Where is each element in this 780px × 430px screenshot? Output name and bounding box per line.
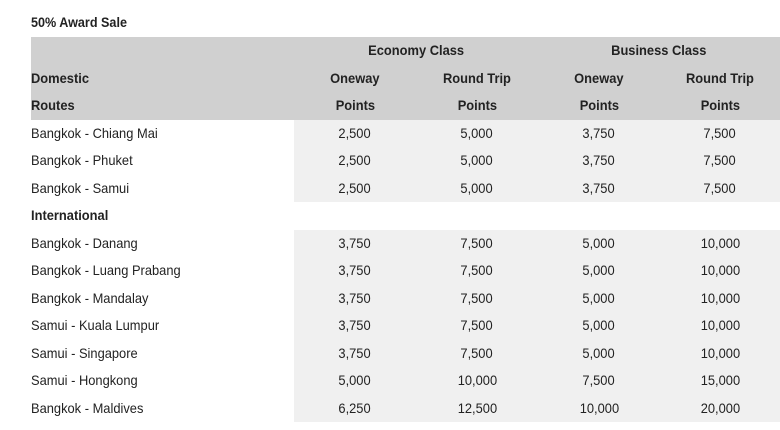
bus-round-cell: 10,000 (660, 285, 780, 313)
table-row (31, 257, 780, 285)
page-title: 50% Award Sale (31, 14, 127, 30)
empty-cell (416, 202, 538, 230)
header-domestic: Domestic (31, 65, 294, 93)
bus-oneway-cell: 5,000 (538, 340, 660, 368)
award-table (31, 37, 780, 422)
bus-round-cell: 10,000 (660, 340, 780, 368)
bus-round-cell: 10,000 (660, 312, 780, 340)
eco-oneway-cell: 5,000 (294, 367, 416, 395)
route-cell: Bangkok - Maldives (31, 395, 294, 423)
header-bus-round-trip: Round Trip (660, 65, 780, 93)
header-row-type (31, 65, 780, 93)
route-cell: Bangkok - Chiang Mai (31, 120, 294, 148)
eco-oneway-cell: 3,750 (294, 312, 416, 340)
route-cell: Samui - Kuala Lumpur (31, 312, 294, 340)
bus-round-cell: 7,500 (660, 147, 780, 175)
bus-oneway-cell: 5,000 (538, 230, 660, 258)
eco-round-cell: 10,000 (416, 367, 538, 395)
eco-oneway-cell: 3,750 (294, 340, 416, 368)
eco-round-cell: 7,500 (416, 230, 538, 258)
bus-oneway-cell: 7,500 (538, 367, 660, 395)
section-row-international (31, 202, 780, 230)
bus-oneway-cell: 5,000 (538, 285, 660, 313)
route-cell: Samui - Singapore (31, 340, 294, 368)
table-row (31, 367, 780, 395)
table-row (31, 147, 780, 175)
header-eco-round-trip: Round Trip (416, 65, 538, 93)
bus-round-cell: 15,000 (660, 367, 780, 395)
header-economy-class: Economy Class (294, 37, 538, 65)
route-cell: Bangkok - Danang (31, 230, 294, 258)
table-row (31, 285, 780, 313)
bus-round-cell: 7,500 (660, 175, 780, 203)
header-eco-oneway-points: Points (294, 92, 416, 120)
eco-oneway-cell: 2,500 (294, 147, 416, 175)
empty-cell (294, 202, 416, 230)
eco-round-cell: 7,500 (416, 257, 538, 285)
header-business-class: Business Class (538, 37, 780, 65)
table-row (31, 312, 780, 340)
header-row-units (31, 92, 780, 120)
header-row-class (31, 37, 780, 65)
bus-oneway-cell: 5,000 (538, 312, 660, 340)
header-bus-oneway-points: Points (538, 92, 660, 120)
eco-round-cell: 7,500 (416, 340, 538, 368)
table-row (31, 340, 780, 368)
bus-oneway-cell: 5,000 (538, 257, 660, 285)
bus-oneway-cell: 10,000 (538, 395, 660, 423)
eco-round-cell: 5,000 (416, 120, 538, 148)
header-eco-oneway: Oneway (294, 65, 416, 93)
eco-round-cell: 7,500 (416, 312, 538, 340)
section-label-international: International (31, 202, 294, 230)
route-cell: Bangkok - Luang Prabang (31, 257, 294, 285)
table-row (31, 120, 780, 148)
route-cell: Bangkok - Samui (31, 175, 294, 203)
eco-round-cell: 12,500 (416, 395, 538, 423)
bus-round-cell: 10,000 (660, 257, 780, 285)
bus-oneway-cell: 3,750 (538, 147, 660, 175)
bus-round-cell: 7,500 (660, 120, 780, 148)
bus-oneway-cell: 3,750 (538, 175, 660, 203)
header-bus-round-points: Points (660, 92, 780, 120)
eco-oneway-cell: 3,750 (294, 285, 416, 313)
bus-round-cell: 20,000 (660, 395, 780, 423)
table-row (31, 395, 780, 423)
bus-round-cell: 10,000 (660, 230, 780, 258)
eco-oneway-cell: 6,250 (294, 395, 416, 423)
route-cell: Bangkok - Mandalay (31, 285, 294, 313)
empty-cell (660, 202, 780, 230)
eco-round-cell: 7,500 (416, 285, 538, 313)
header-bus-oneway: Oneway (538, 65, 660, 93)
empty-cell (538, 202, 660, 230)
eco-round-cell: 5,000 (416, 147, 538, 175)
bus-oneway-cell: 3,750 (538, 120, 660, 148)
header-empty-cell (31, 37, 294, 65)
eco-oneway-cell: 3,750 (294, 230, 416, 258)
header-eco-round-points: Points (416, 92, 538, 120)
eco-oneway-cell: 3,750 (294, 257, 416, 285)
eco-oneway-cell: 2,500 (294, 120, 416, 148)
eco-oneway-cell: 2,500 (294, 175, 416, 203)
header-routes: Routes (31, 92, 294, 120)
route-cell: Samui - Hongkong (31, 367, 294, 395)
route-cell: Bangkok - Phuket (31, 147, 294, 175)
eco-round-cell: 5,000 (416, 175, 538, 203)
table-row (31, 230, 780, 258)
table-row (31, 175, 780, 203)
